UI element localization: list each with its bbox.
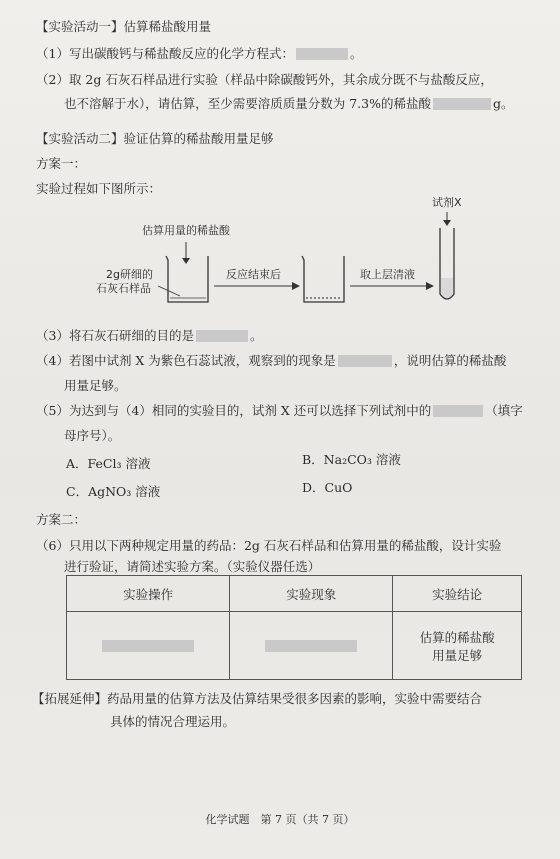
question-1: （1）写出碳酸钙与稀盐酸反应的化学方程式： 。 xyxy=(36,46,363,61)
activity1-title: 【实验活动一】估算稀盐酸用量 xyxy=(36,19,212,34)
test-tube xyxy=(440,228,454,299)
question-6-line1: （6）只用以下两种规定用量的药品：2g 石灰石样品和估算用量的稀盐酸，设计实验 xyxy=(36,538,502,553)
answer-blank-1[interactable] xyxy=(296,48,348,60)
sample-label-1: 2g研细的 xyxy=(106,268,153,281)
question-4-text-b: ，说明估算的稀盐酸 xyxy=(393,353,507,368)
arrow-1-head xyxy=(292,282,300,290)
header-phenomenon: 实验现象 xyxy=(230,576,393,612)
question-5-text-b: （填字 xyxy=(485,403,523,418)
question-2-line2 xyxy=(64,95,514,113)
arrow-2-head xyxy=(426,282,434,290)
test-tube-liquid xyxy=(441,278,453,298)
extension-text-1: 药品用量的估算方法及估算结果受很多因素的影响，实验中需要结合 xyxy=(107,691,483,706)
question-4 xyxy=(36,352,506,370)
reagent-pointer-head xyxy=(443,220,451,226)
sample-label-2: 石灰石样品 xyxy=(96,282,151,295)
question-5 xyxy=(36,402,523,420)
process-caption: 实验过程如下图所示： xyxy=(36,181,162,196)
cell-conclusion xyxy=(393,612,522,680)
answer-blank-5[interactable] xyxy=(433,405,483,417)
answer-blank-2[interactable] xyxy=(433,98,491,110)
extension-line2: 具体的情况合理运用。 xyxy=(110,714,236,729)
option-a: A．FeCl₃ 溶液 xyxy=(66,456,151,471)
cell-operation[interactable] xyxy=(67,612,230,680)
answer-blank-phenomenon[interactable] xyxy=(265,640,357,652)
reagent-label: 试剂X xyxy=(432,196,462,209)
option-b: B．Na₂CO₃ 溶液 xyxy=(302,452,401,467)
question-4-line2: 用量足够。 xyxy=(64,378,127,393)
plan-2-label: 方案二： xyxy=(36,512,87,527)
option-c: C．AgNO₃ 溶液 xyxy=(66,484,161,499)
question-4-text: （4）若图中试剂 X 为紫色石蕊试液，观察到的现象是 xyxy=(36,353,336,368)
conclusion-line-2: 用量足够 xyxy=(432,647,483,663)
beaker-2 xyxy=(302,256,344,302)
answer-blank-operation[interactable] xyxy=(102,640,194,652)
plan-1-label: 方案一： xyxy=(36,156,87,171)
arrow-2-label: 取上层清液 xyxy=(360,268,415,281)
answer-blank-4[interactable] xyxy=(338,355,392,367)
question-3-text: （3）将石灰石研细的目的是 xyxy=(36,328,194,343)
acid-pointer-head xyxy=(182,258,190,264)
table-row xyxy=(67,612,522,680)
option-d: D．CuO xyxy=(302,480,353,495)
question-3: （3）将石灰石研细的目的是 。 xyxy=(36,328,263,343)
arrow-1-label: 反应结束后 xyxy=(226,268,281,281)
page-footer: 化学试题 第 7 页（共 7 页） xyxy=(205,813,355,826)
header-operation: 实验操作 xyxy=(67,576,230,612)
question-2-unit: g。 xyxy=(492,96,514,111)
answer-blank-3[interactable] xyxy=(196,330,248,342)
question-2-text: 也不溶解于水），请估算，至少需要溶质质量分数为 7.3%的稀盐酸 xyxy=(64,96,431,111)
extension-label: 【拓展延伸】 xyxy=(32,691,108,706)
question-5-line2: 母序号）。 xyxy=(64,428,121,443)
conclusion-line-1: 估算的稀盐酸 xyxy=(419,629,495,645)
experiment-table xyxy=(66,575,522,680)
question-5-text: （5）为达到与（4）相同的实验目的，试剂 X 还可以选择下列试剂中的 xyxy=(36,403,432,418)
question-1-text: （1）写出碳酸钙与稀盐酸反应的化学方程式： xyxy=(36,46,294,61)
sample-leader-line xyxy=(158,286,180,296)
cell-phenomenon[interactable] xyxy=(230,612,393,680)
beaker-1 xyxy=(166,256,208,302)
extension-line1 xyxy=(32,690,482,708)
question-6-line2: 进行验证，请简述实验方案。（实验仪器任选） xyxy=(64,559,321,574)
header-conclusion: 实验结论 xyxy=(393,576,522,612)
question-2-line1: （2）取 2g 石灰石样品进行实验（样品中除碳酸钙外，其余成分既不与盐酸反应， xyxy=(36,72,493,87)
acid-label: 估算用量的稀盐酸 xyxy=(142,224,230,237)
activity2-title: 【实验活动二】验证估算的稀盐酸用量足够 xyxy=(36,131,274,146)
table-header-row xyxy=(67,576,522,612)
